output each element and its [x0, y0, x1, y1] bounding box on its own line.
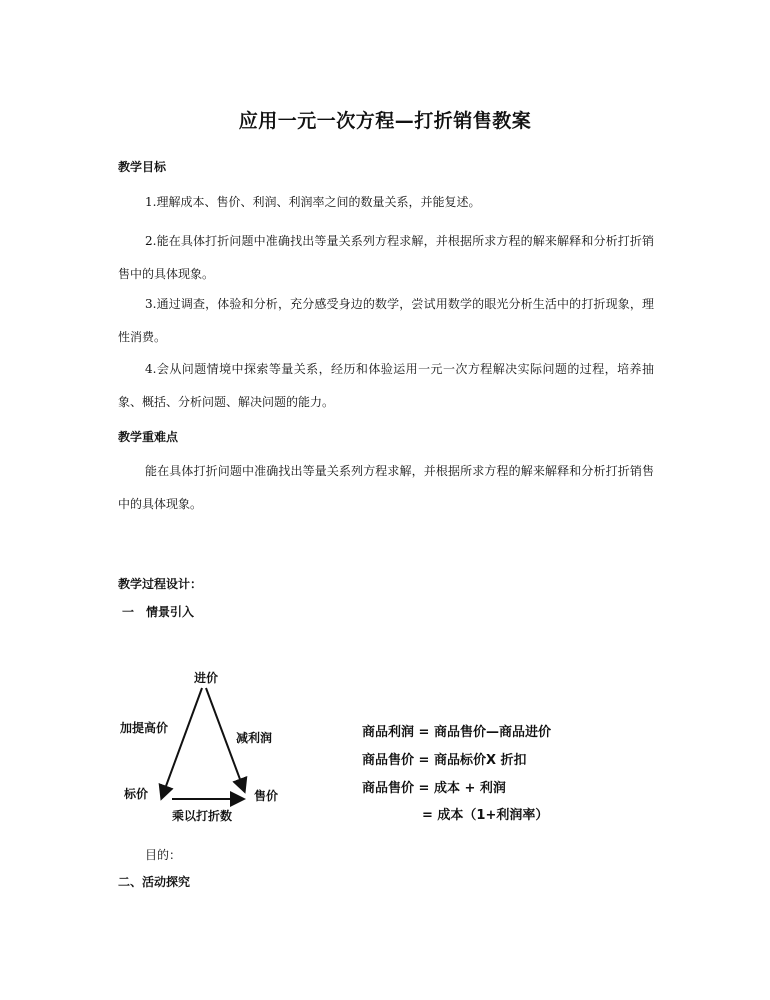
- diagram-node-cost: 进价: [194, 671, 219, 685]
- objective-item-3: 3.通过调查，体验和分析，充分感受身边的数学，尝试用数学的眼光分析生活中的打折现象，理性消费。: [118, 297, 654, 344]
- diagram-edge-markup: 加提高价: [120, 721, 169, 735]
- diagram-edge-minus-profit: 减利润: [236, 731, 273, 745]
- diagram-node-list-price: 标价: [124, 787, 149, 801]
- formula-sale-by-discount: 商品售价 = 商品标价X 折扣: [362, 753, 527, 768]
- price-relation-diagram: [110, 660, 410, 830]
- purpose-label: 目的：: [145, 848, 182, 862]
- objective-item-2: 2.能在具体打折问题中准确找出等量关系列方程求解，并根据所求方程的解来解释和分析打折销售中的具体现象。: [118, 234, 654, 281]
- key-points-heading: 教学重难点: [118, 430, 179, 444]
- diagram-node-sale-price: 售价: [254, 789, 279, 803]
- formula-profit: 商品利润 = 商品售价—商品进价: [362, 725, 551, 740]
- objective-item-1: 1.理解成本、售价、利润、利润率之间的数量关系，并能复述。: [145, 195, 481, 209]
- diagram-edge-discount: 乘以打折数: [172, 809, 233, 823]
- edge-cost-to-list: [162, 688, 202, 797]
- objective-item-4: 4.会从问题情境中探索等量关系，经历和体验运用一元一次方程解决实际问题的过程，培养抽象、概括、分析问题、解决问题的能力。: [118, 362, 654, 409]
- formula-sale-by-cost: 商品售价 = 成本 + 利润: [362, 781, 506, 796]
- formula-sale-by-rate: = 成本（1+利润率）: [422, 808, 549, 823]
- section-1-heading: 一 情景引入: [122, 605, 195, 619]
- process-heading: 教学过程设计：: [118, 577, 203, 591]
- objectives-heading: 教学目标: [118, 160, 167, 174]
- page-title: 应用一元一次方程—打折销售教案: [238, 110, 532, 132]
- section-2-heading: 二、活动探究: [118, 875, 191, 889]
- key-points-text: 能在具体打折问题中准确找出等量关系列方程求解，并根据所求方程的解来解释和分析打折销售中的具体现象。: [118, 464, 654, 511]
